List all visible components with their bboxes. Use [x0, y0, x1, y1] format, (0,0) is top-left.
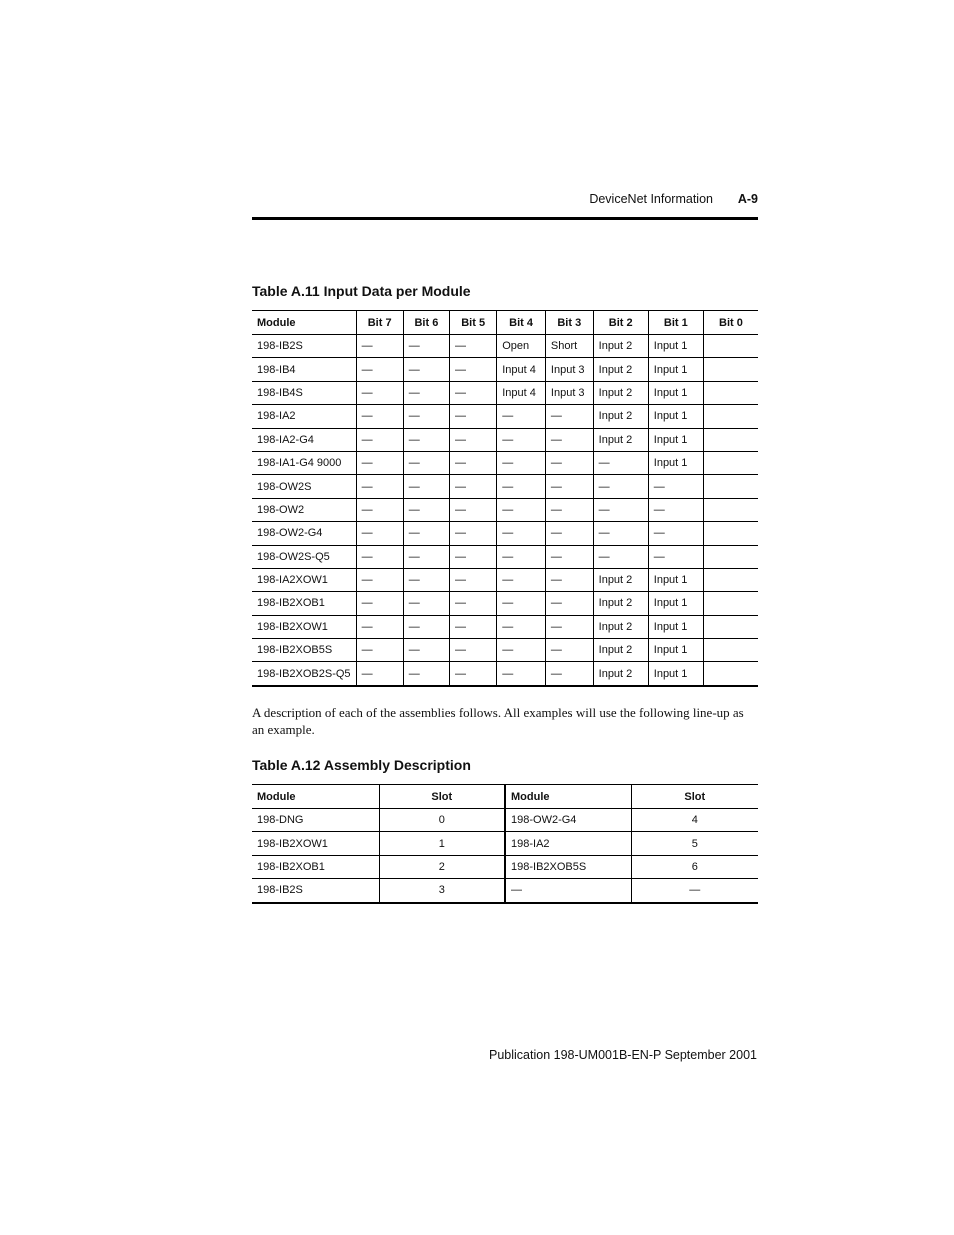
table-cell: —	[593, 498, 648, 521]
table-cell	[703, 662, 758, 686]
header-page-number: A-9	[737, 192, 758, 206]
table-cell: —	[497, 405, 546, 428]
table-cell: —	[545, 522, 593, 545]
table-cell: 198-DNG	[252, 809, 379, 832]
table-cell	[703, 451, 758, 474]
table-cell: —	[450, 475, 497, 498]
table-cell: —	[545, 662, 593, 686]
column-header-module: Module	[252, 785, 379, 809]
table-cell: —	[450, 662, 497, 686]
table-cell: —	[356, 592, 403, 615]
table-row	[252, 592, 758, 615]
table-row	[252, 545, 758, 568]
table-cell: 198-OW2S-Q5	[252, 545, 356, 568]
table-cell: —	[450, 335, 497, 358]
table-cell: —	[497, 428, 546, 451]
table-cell: Input 2	[593, 335, 648, 358]
table-cell: Input 3	[545, 358, 593, 381]
table-cell: —	[403, 335, 449, 358]
table-cell: 198-IB2XOW1	[252, 615, 356, 638]
table-cell	[703, 592, 758, 615]
table-cell: 198-IB2XOB1	[252, 855, 379, 878]
table-cell: —	[497, 522, 546, 545]
table-cell: —	[356, 405, 403, 428]
table-cell: —	[497, 615, 546, 638]
table-cell: —	[356, 475, 403, 498]
table-cell	[703, 428, 758, 451]
table-cell: Input 1	[648, 662, 703, 686]
table-cell: Open	[497, 335, 546, 358]
table-row	[252, 809, 758, 832]
column-header-bit7: Bit 7	[356, 311, 403, 335]
table-cell: —	[450, 568, 497, 591]
table-cell: —	[403, 451, 449, 474]
table-cell: 198-IA1-G4 9000	[252, 451, 356, 474]
table-cell: 198-IA2XOW1	[252, 568, 356, 591]
table-row	[252, 639, 758, 662]
table-header-row	[252, 311, 758, 335]
table-cell: —	[403, 428, 449, 451]
table-cell: —	[356, 568, 403, 591]
table-cell: —	[648, 475, 703, 498]
table-row	[252, 855, 758, 878]
table-cell: —	[593, 475, 648, 498]
table-cell: 198-IB2XOB5S	[252, 639, 356, 662]
table-cell: —	[497, 451, 546, 474]
table-cell: —	[545, 451, 593, 474]
table-cell: —	[545, 639, 593, 662]
table-cell: 198-IB2XOB1	[252, 592, 356, 615]
column-header-module: Module	[505, 785, 631, 809]
table-cell: —	[450, 615, 497, 638]
table-cell: Input 4	[497, 358, 546, 381]
table-cell	[703, 498, 758, 521]
table-cell: Input 2	[593, 568, 648, 591]
table-cell: —	[497, 475, 546, 498]
table-cell: Input 1	[648, 335, 703, 358]
table-cell: —	[648, 522, 703, 545]
table-cell: 4	[631, 809, 758, 832]
table-cell	[703, 545, 758, 568]
table-cell: 198-OW2S	[252, 475, 356, 498]
table-cell: —	[593, 522, 648, 545]
table-row	[252, 428, 758, 451]
table-cell: —	[403, 358, 449, 381]
table-header-row	[252, 785, 758, 809]
table-cell: —	[450, 522, 497, 545]
column-header-slot: Slot	[631, 785, 758, 809]
column-header-bit2: Bit 2	[593, 311, 648, 335]
table-cell: —	[648, 545, 703, 568]
table-cell: —	[497, 639, 546, 662]
table-cell: —	[403, 615, 449, 638]
table-row	[252, 335, 758, 358]
assembly-description-table	[252, 784, 758, 904]
header-section-title: DeviceNet Information	[589, 192, 713, 206]
table-cell: Input 2	[593, 428, 648, 451]
table-cell: 198-IB2XOW1	[252, 832, 379, 855]
table-cell: —	[403, 639, 449, 662]
table-cell: Short	[545, 335, 593, 358]
table-cell: —	[593, 451, 648, 474]
table-cell: —	[497, 662, 546, 686]
table-cell: —	[356, 358, 403, 381]
table-cell: —	[403, 522, 449, 545]
table-a11-title: Table A.11 Input Data per Module	[252, 283, 471, 299]
table-cell: Input 1	[648, 358, 703, 381]
table-cell: —	[450, 639, 497, 662]
table-cell: —	[356, 662, 403, 686]
table-cell: —	[356, 451, 403, 474]
table-cell: Input 1	[648, 428, 703, 451]
table-cell: Input 1	[648, 592, 703, 615]
column-header-module: Module	[252, 311, 356, 335]
table-row	[252, 405, 758, 428]
table-cell: Input 1	[648, 639, 703, 662]
table-a12-title: Table A.12 Assembly Description	[252, 757, 471, 773]
table-row	[252, 879, 758, 903]
table-cell: 0	[379, 809, 505, 832]
table-cell: —	[505, 879, 631, 903]
table-cell: Input 2	[593, 405, 648, 428]
table-cell: 198-OW2-G4	[252, 522, 356, 545]
table-cell: 2	[379, 855, 505, 878]
column-header-bit4: Bit 4	[497, 311, 546, 335]
table-cell: —	[356, 381, 403, 404]
table-cell	[703, 335, 758, 358]
table-cell: 3	[379, 879, 505, 903]
table-cell	[703, 358, 758, 381]
table-cell: 198-IB2S	[252, 335, 356, 358]
table-cell: 6	[631, 855, 758, 878]
column-header-bit1: Bit 1	[648, 311, 703, 335]
table-cell: Input 2	[593, 381, 648, 404]
table-cell: Input 2	[593, 639, 648, 662]
column-header-slot: Slot	[379, 785, 505, 809]
column-header-bit5: Bit 5	[450, 311, 497, 335]
table-cell: Input 1	[648, 451, 703, 474]
table-cell: —	[497, 592, 546, 615]
table-cell	[703, 475, 758, 498]
table-cell: —	[497, 498, 546, 521]
table-cell: —	[356, 335, 403, 358]
table-cell: —	[545, 592, 593, 615]
table-cell: —	[450, 358, 497, 381]
table-cell: —	[403, 545, 449, 568]
table-cell: 198-OW2-G4	[505, 809, 631, 832]
table-cell: —	[545, 568, 593, 591]
table-cell: —	[450, 592, 497, 615]
publication-footer: Publication 198-UM001B-EN-P September 2001	[489, 1048, 757, 1062]
table-row	[252, 451, 758, 474]
table-cell: —	[403, 662, 449, 686]
table-cell: —	[403, 381, 449, 404]
table-cell: Input 1	[648, 615, 703, 638]
table-cell: —	[356, 498, 403, 521]
table-cell: —	[403, 498, 449, 521]
table-cell	[703, 522, 758, 545]
table-cell: —	[545, 615, 593, 638]
table-row	[252, 522, 758, 545]
column-header-bit0: Bit 0	[703, 311, 758, 335]
table-cell: 1	[379, 832, 505, 855]
table-cell: 198-IB4S	[252, 381, 356, 404]
table-row	[252, 615, 758, 638]
table-cell: 198-IA2	[505, 832, 631, 855]
table-cell	[703, 381, 758, 404]
table-cell: —	[545, 405, 593, 428]
table-row	[252, 498, 758, 521]
table-cell: —	[545, 498, 593, 521]
input-data-table	[252, 310, 758, 687]
table-cell: Input 1	[648, 405, 703, 428]
page-header	[252, 189, 758, 220]
table-cell: —	[356, 522, 403, 545]
table-cell: —	[450, 381, 497, 404]
table-cell: 198-IB4	[252, 358, 356, 381]
table-cell: —	[648, 498, 703, 521]
table-cell: —	[497, 568, 546, 591]
table-cell: 198-OW2	[252, 498, 356, 521]
table-cell: —	[497, 545, 546, 568]
table-cell: 198-IB2XOB5S	[505, 855, 631, 878]
table-cell: 5	[631, 832, 758, 855]
table-cell: —	[403, 405, 449, 428]
table-cell: —	[356, 428, 403, 451]
table-cell: —	[356, 545, 403, 568]
table-row	[252, 475, 758, 498]
table-cell: Input 2	[593, 358, 648, 381]
table-row	[252, 662, 758, 686]
table-cell: —	[593, 545, 648, 568]
table-cell	[703, 639, 758, 662]
table-row	[252, 381, 758, 404]
table-cell: 198-IA2-G4	[252, 428, 356, 451]
table-cell: —	[356, 615, 403, 638]
table-cell: Input 1	[648, 568, 703, 591]
table-cell: Input 1	[648, 381, 703, 404]
table-cell: —	[403, 475, 449, 498]
table-cell: Input 4	[497, 381, 546, 404]
table-cell: Input 2	[593, 592, 648, 615]
column-header-bit6: Bit 6	[403, 311, 449, 335]
table-cell: Input 3	[545, 381, 593, 404]
table-cell: 198-IB2S	[252, 879, 379, 903]
table-cell: —	[450, 545, 497, 568]
table-cell	[703, 405, 758, 428]
table-cell: 198-IA2	[252, 405, 356, 428]
table-cell: Input 2	[593, 662, 648, 686]
column-header-bit3: Bit 3	[545, 311, 593, 335]
table-cell: —	[545, 475, 593, 498]
table-cell: —	[403, 568, 449, 591]
table-cell: —	[450, 498, 497, 521]
table-cell: —	[450, 428, 497, 451]
table-cell: —	[450, 405, 497, 428]
table-row	[252, 358, 758, 381]
table-cell: 198-IB2XOB2S-Q5	[252, 662, 356, 686]
table-cell: —	[545, 428, 593, 451]
table-cell: —	[356, 639, 403, 662]
table-cell: —	[450, 451, 497, 474]
table-cell	[703, 615, 758, 638]
assembly-intro-paragraph: A description of each of the assemblies follows. All examples will use the following line-up as an example.	[252, 705, 744, 737]
table-cell: —	[403, 592, 449, 615]
table-cell	[703, 568, 758, 591]
table-cell: —	[545, 545, 593, 568]
table-row	[252, 568, 758, 591]
table-cell: Input 2	[593, 615, 648, 638]
table-row	[252, 832, 758, 855]
table-cell: —	[631, 879, 758, 903]
